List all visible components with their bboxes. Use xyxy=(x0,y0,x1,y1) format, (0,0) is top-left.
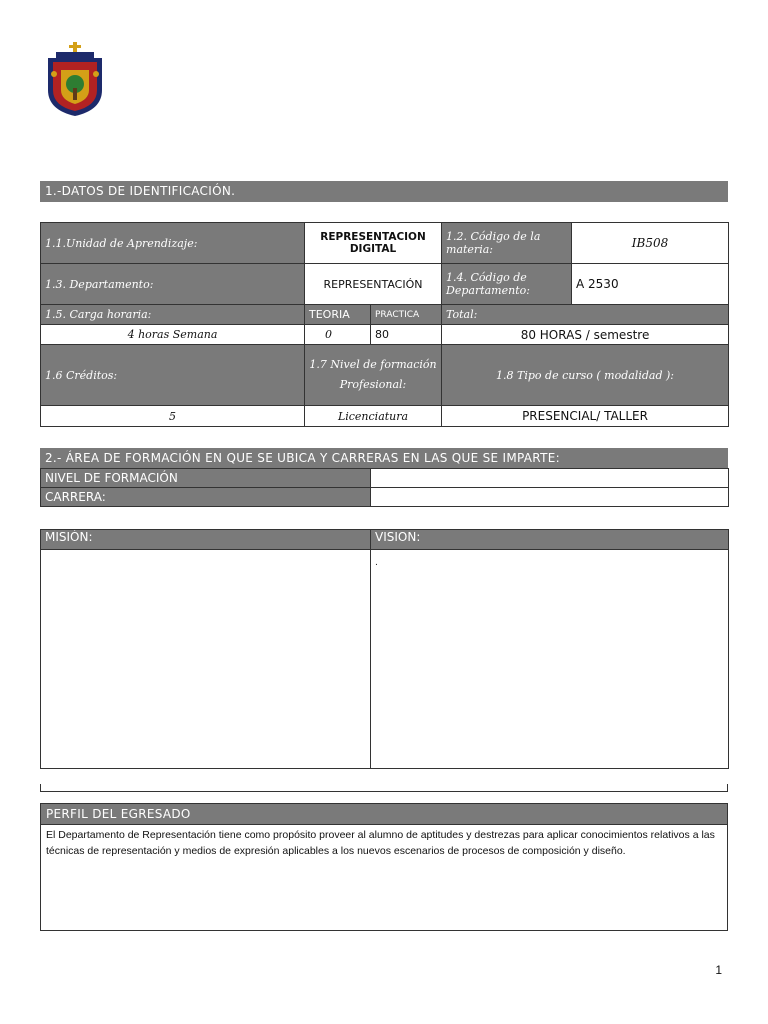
section-area-title: 2.- ÁREA DE FORMACIÓN EN QUE SE UBICA Y CARRERAS EN LAS QUE SE IMPARTE: xyxy=(45,451,560,465)
creditos-label: 1.6 Créditos: xyxy=(41,345,305,406)
area-formacion-table xyxy=(40,468,729,507)
practica-label: PRACTICA xyxy=(371,305,442,325)
codigo-materia-label: 1.2. Código de la materia: xyxy=(442,223,572,264)
nivel-profesional-value: Licenciatura xyxy=(305,406,442,427)
vision-label: VISION: xyxy=(371,530,729,550)
section-divider xyxy=(40,784,728,792)
perfil-title: PERFIL DEL EGRESADO xyxy=(46,807,191,821)
departamento-label: 1.3. Departamento: xyxy=(41,264,305,305)
carrera-value xyxy=(371,488,729,507)
mision-text xyxy=(41,550,371,769)
nivel-formacion-value xyxy=(371,469,729,488)
codigo-materia-value: IB508 xyxy=(572,223,729,264)
codigo-depto-value: A 2530 xyxy=(572,264,729,305)
carrera-label: CARRERA: xyxy=(41,488,371,507)
total-value: 80 HORAS / semestre xyxy=(442,325,729,345)
perfil-header xyxy=(41,804,727,825)
section-area-header xyxy=(40,448,728,468)
tipo-curso-label: 1.8 Tipo de curso ( modalidad ): xyxy=(442,345,729,406)
unidad-label: 1.1.Unidad de Aprendizaje: xyxy=(41,223,305,264)
mision-label: MISIÓN: xyxy=(41,530,371,550)
creditos-value: 5 xyxy=(41,406,305,427)
university-crest-logo xyxy=(44,40,106,118)
section-identification-header xyxy=(40,181,728,202)
vision-text: . xyxy=(371,550,729,769)
departamento-value: REPRESENTACIÓN xyxy=(305,264,442,305)
perfil-egresado-box xyxy=(40,803,728,931)
horas-semana-value: 4 horas Semana xyxy=(41,325,305,345)
nivel-profesional-label: 1.7 Nivel de formación Profesional: xyxy=(305,345,442,406)
page-number: 1 xyxy=(715,963,722,977)
codigo-depto-label: 1.4. Código de Departamento: xyxy=(442,264,572,305)
carga-label: 1.5. Carga horaria: xyxy=(41,305,305,325)
total-label: Total: xyxy=(442,305,729,325)
teoria-label: TEORIA xyxy=(305,305,371,325)
nivel-formacion-label: NIVEL DE FORMACIÓN xyxy=(41,469,371,488)
section-identification-title: 1.-DATOS DE IDENTIFICACIÓN. xyxy=(45,184,236,198)
mision-vision-table xyxy=(40,529,729,769)
practica-value: 80 xyxy=(371,325,442,345)
identification-table xyxy=(40,222,729,427)
perfil-text: El Departamento de Representación tiene como propósito proveer al alumno de aptitudes y destrezas para aplicar conocimientos relativos a las técnicas de representación y medios de expresión aplicables a los nuevos escenarios de procesos de composición y diseño. xyxy=(46,829,715,857)
tipo-curso-value: PRESENCIAL/ TALLER xyxy=(442,406,729,427)
teoria-value: 0 xyxy=(305,325,371,345)
unidad-value: REPRESENTACION DIGITAL xyxy=(305,223,442,264)
